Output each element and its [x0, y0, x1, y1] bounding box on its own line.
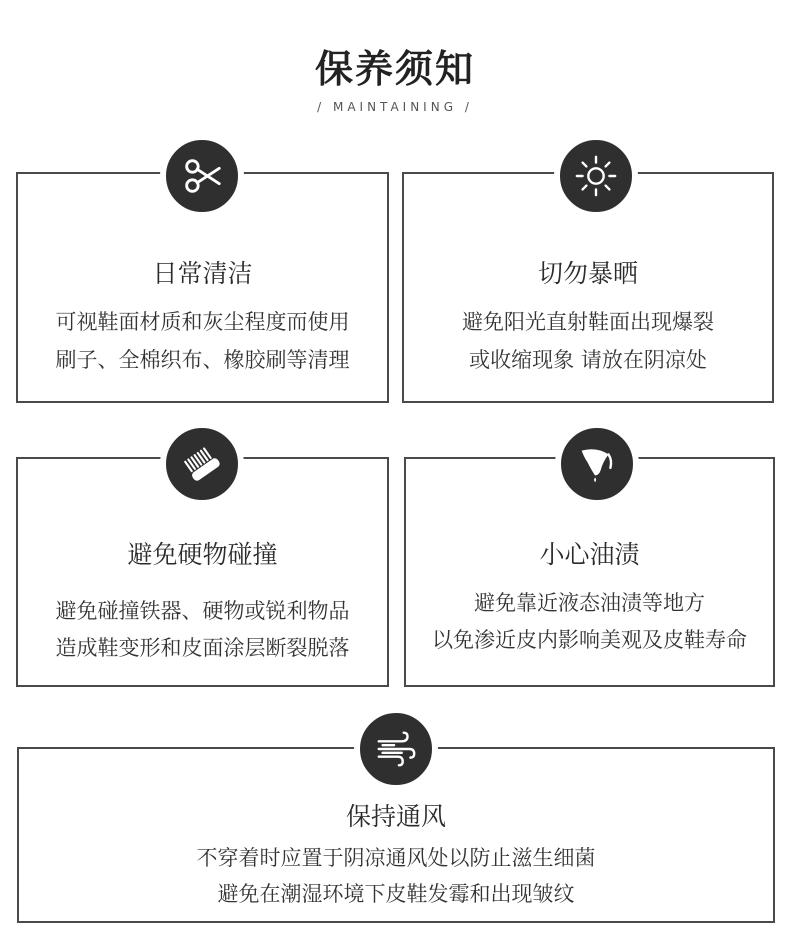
card-text-line: 不穿着时应置于阴凉通风处以防止滋生细菌 — [196, 846, 596, 870]
card-text-line: 刷子、全棉织布、橡胶刷等清理 — [55, 348, 350, 372]
scissors-icon — [160, 134, 244, 218]
card-text-line: 造成鞋变形和皮面涂层断裂脱落 — [55, 636, 350, 660]
card-title: 日常清洁 — [152, 259, 253, 288]
wind-icon — [354, 707, 438, 791]
card-text-line: 避免阳光直射鞋面出现爆裂 — [462, 310, 714, 334]
card-text-line: 避免靠近液态油渍等地方 — [474, 591, 705, 615]
sun-icon — [554, 134, 638, 218]
page-subtitle: / MAINTAINING / — [317, 100, 473, 114]
oil-drop-icon — [555, 422, 639, 506]
page-title: 保养须知 — [314, 47, 475, 91]
card-title: 小心油渍 — [539, 540, 640, 569]
card-title: 保持通风 — [345, 802, 446, 831]
card-text-line: 避免在潮湿环境下皮鞋发霉和出现皱纹 — [217, 882, 575, 906]
card-text-line: 或收缩现象 请放在阴凉处 — [469, 348, 707, 372]
card-title: 切勿暴晒 — [537, 259, 638, 288]
card-title: 避免硬物碰撞 — [127, 540, 278, 569]
card-text-line: 避免碰撞铁器、硬物或锐利物品 — [55, 599, 350, 623]
brush-icon — [160, 422, 244, 506]
card-text-line: 以免渗近皮内影响美观及皮鞋寿命 — [432, 628, 747, 652]
card-text-line: 可视鞋面材质和灰尘程度而使用 — [55, 310, 350, 334]
